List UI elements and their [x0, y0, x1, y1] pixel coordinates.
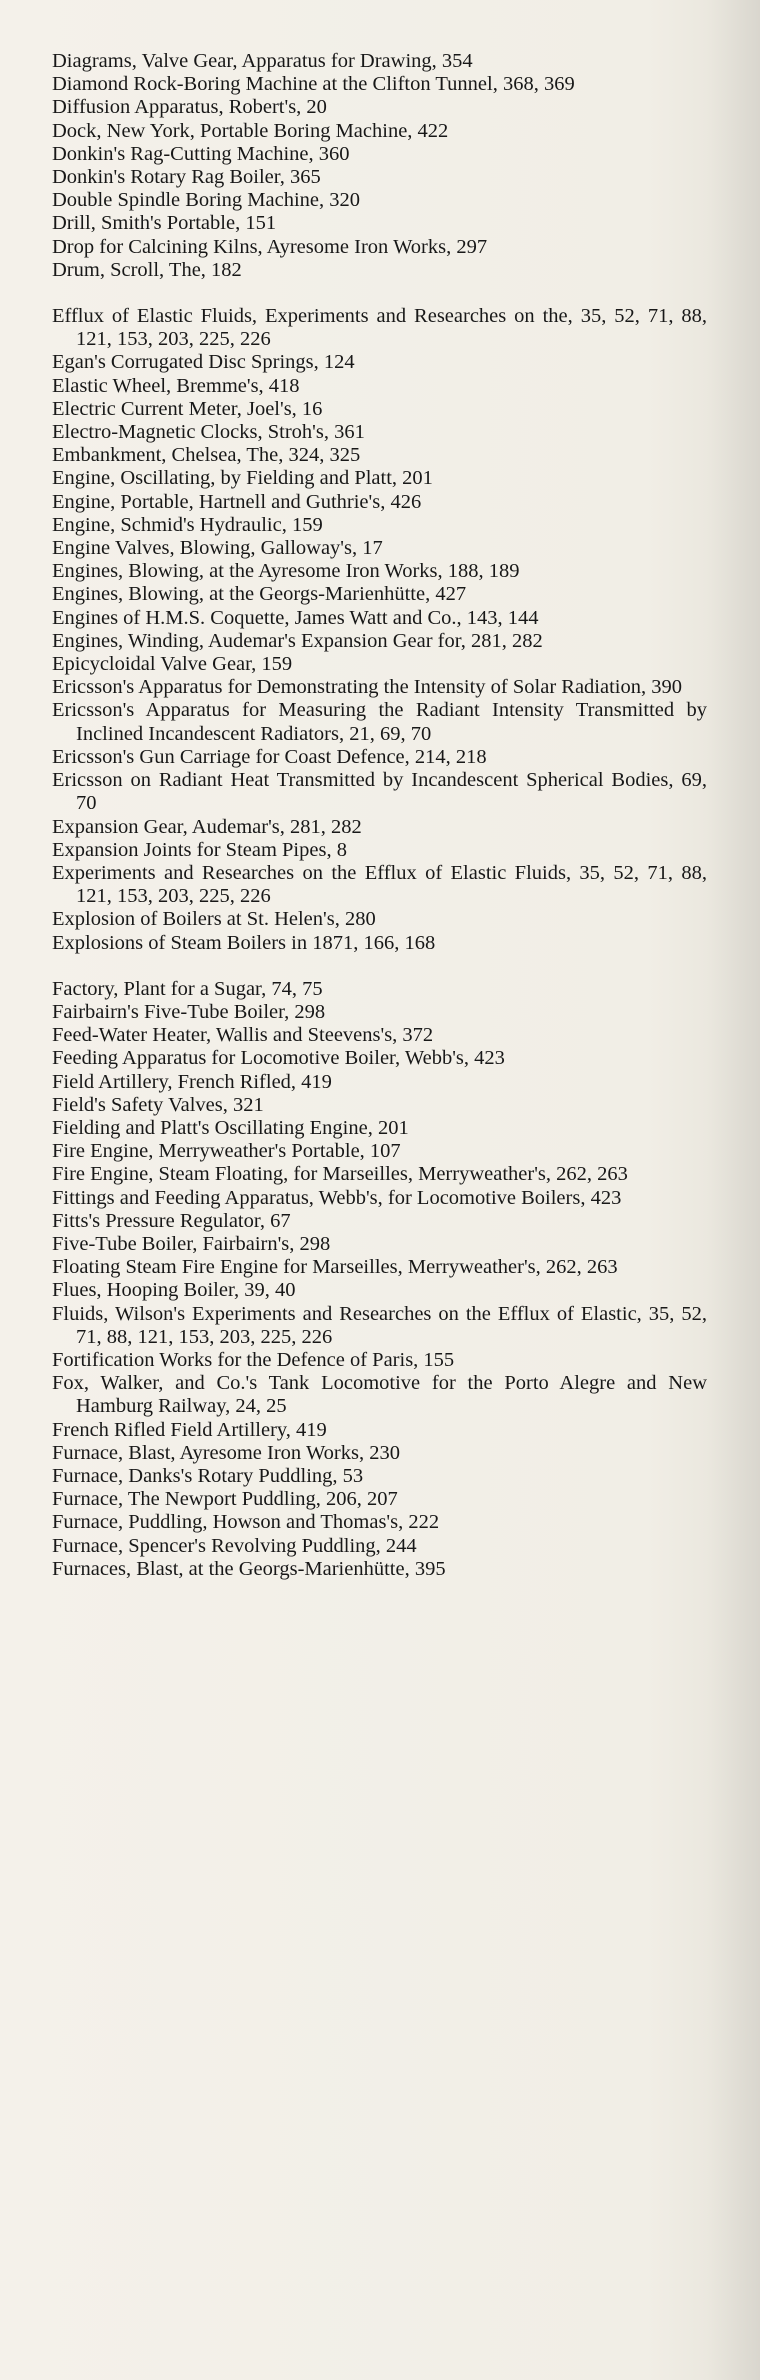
- index-entry: Fox, Walker, and Co.'s Tank Locomotive for the Porto Alegre and New Hamburg Railway, 24, 25: [52, 1372, 707, 1418]
- index-entry: Engines, Blowing, at the Georgs-Marienhütte, 427: [52, 583, 467, 606]
- index-entry: Engines of H.M.S. Coquette, James Watt and Co., 143, 144: [52, 606, 539, 629]
- index-entry: Furnaces, Blast, at the Georgs-Marienhütte, 395: [52, 1557, 446, 1580]
- index-entry: Furnace, Puddling, Howson and Thomas's, 222: [52, 1511, 440, 1534]
- index-entry: Drill, Smith's Portable, 151: [52, 212, 277, 235]
- index-entry: Ericsson on Radiant Heat Transmitted by Incandescent Spherical Bodies, 69, 70: [52, 769, 707, 815]
- index-entry: Furnace, The Newport Puddling, 206, 207: [52, 1488, 398, 1511]
- index-entry: Expansion Joints for Steam Pipes, 8: [52, 838, 347, 861]
- index-entry: Explosions of Steam Boilers in 1871, 166, 168: [52, 931, 436, 954]
- index-entry: Engine, Portable, Hartnell and Guthrie's, 426: [52, 490, 422, 513]
- index-entry: Fire Engine, Steam Floating, for Marseilles, Merryweather's, 262, 263: [52, 1163, 628, 1186]
- index-entry: Five-Tube Boiler, Fairbairn's, 298: [52, 1232, 331, 1255]
- index-section-e: [52, 305, 707, 955]
- index-entry: Diamond Rock-Boring Machine at the Clifton Tunnel, 368, 369: [52, 73, 575, 96]
- index-column: [52, 50, 707, 1581]
- index-entry: Ericsson's Gun Carriage for Coast Defence, 214, 218: [52, 745, 487, 768]
- index-entry: Ericsson's Apparatus for Measuring the Radiant Intensity Transmitted by Inclined Incandescent Radiators, 21, 69, 70: [52, 699, 707, 745]
- index-entry: Drum, Scroll, The, 182: [52, 258, 242, 281]
- index-entry: Double Spindle Boring Machine, 320: [52, 189, 361, 212]
- index-entry: Electro-Magnetic Clocks, Stroh's, 361: [52, 421, 365, 444]
- index-entry: Furnace, Danks's Rotary Puddling, 53: [52, 1464, 364, 1487]
- index-entry: Epicycloidal Valve Gear, 159: [52, 653, 293, 676]
- index-entry: Engine, Oscillating, by Fielding and Platt, 201: [52, 467, 433, 490]
- index-entry: Factory, Plant for a Sugar, 74, 75: [52, 977, 323, 1000]
- index-entry: Floating Steam Fire Engine for Marseilles, Merryweather's, 262, 263: [52, 1256, 618, 1279]
- index-entry: Fortification Works for the Defence of Paris, 155: [52, 1348, 455, 1371]
- index-entry: Engine Valves, Blowing, Galloway's, 17: [52, 537, 383, 560]
- section-gap: [52, 282, 707, 305]
- index-section-f: [52, 978, 707, 1581]
- index-entry: Field Artillery, French Rifled, 419: [52, 1070, 332, 1093]
- index-entry: Engine, Schmid's Hydraulic, 159: [52, 513, 323, 536]
- index-entry: Expansion Gear, Audemar's, 281, 282: [52, 815, 362, 838]
- index-entry: Embankment, Chelsea, The, 324, 325: [52, 444, 361, 467]
- index-entry: Engines, Blowing, at the Ayresome Iron Works, 188, 189: [52, 560, 520, 583]
- index-entry: Egan's Corrugated Disc Springs, 124: [52, 351, 355, 374]
- index-entry: Dock, New York, Portable Boring Machine, 422: [52, 119, 449, 142]
- index-entry: Engines, Winding, Audemar's Expansion Gear for, 281, 282: [52, 629, 543, 652]
- index-section-d: [52, 50, 707, 282]
- index-entry: Feeding Apparatus for Locomotive Boiler, Webb's, 423: [52, 1047, 505, 1070]
- index-entry: Electric Current Meter, Joel's, 16: [52, 397, 323, 420]
- index-entry: Fittings and Feeding Apparatus, Webb's, for Locomotive Boilers, 423: [52, 1186, 622, 1209]
- index-entry: Ericsson's Apparatus for Demonstrating the Intensity of Solar Radiation, 390: [52, 676, 682, 699]
- index-entry: Fire Engine, Merryweather's Portable, 107: [52, 1140, 401, 1163]
- index-entry: Elastic Wheel, Bremme's, 418: [52, 374, 300, 397]
- index-entry: Feed-Water Heater, Wallis and Steevens's, 372: [52, 1024, 434, 1047]
- index-entry: Explosion of Boilers at St. Helen's, 280: [52, 908, 376, 931]
- index-entry: Furnace, Blast, Ayresome Iron Works, 230: [52, 1441, 400, 1464]
- section-gap: [52, 955, 707, 978]
- index-entry: Donkin's Rotary Rag Boiler, 365: [52, 166, 321, 189]
- index-entry: Fitts's Pressure Regulator, 67: [52, 1209, 291, 1232]
- index-entry: Fluids, Wilson's Experiments and Researches on the Efflux of Elastic, 35, 52, 71, 88, 121, 153, 203, 225, 226: [52, 1302, 707, 1348]
- index-entry: Experiments and Researches on the Efflux of Elastic Fluids, 35, 52, 71, 88, 121, 153, 203, 225, 226: [52, 861, 707, 908]
- index-entry: French Rifled Field Artillery, 419: [52, 1418, 327, 1441]
- index-entry: Furnace, Spencer's Revolving Puddling, 244: [52, 1534, 417, 1557]
- index-entry: Fairbairn's Five-Tube Boiler, 298: [52, 1000, 326, 1023]
- index-entry: Diagrams, Valve Gear, Apparatus for Drawing, 354: [52, 50, 473, 72]
- index-entry: Drop for Calcining Kilns, Ayresome Iron Works, 297: [52, 235, 488, 258]
- index-entry: Efflux of Elastic Fluids, Experiments and Researches on the, 35, 52, 71, 88, 121, 153, 203, 225, 226: [52, 305, 707, 351]
- index-entry: Field's Safety Valves, 321: [52, 1093, 264, 1116]
- index-entry: Donkin's Rag-Cutting Machine, 360: [52, 142, 350, 165]
- index-entry: Flues, Hooping Boiler, 39, 40: [52, 1279, 296, 1302]
- index-entry: Diffusion Apparatus, Robert's, 20: [52, 96, 327, 119]
- index-entry: Fielding and Platt's Oscillating Engine, 201: [52, 1116, 409, 1139]
